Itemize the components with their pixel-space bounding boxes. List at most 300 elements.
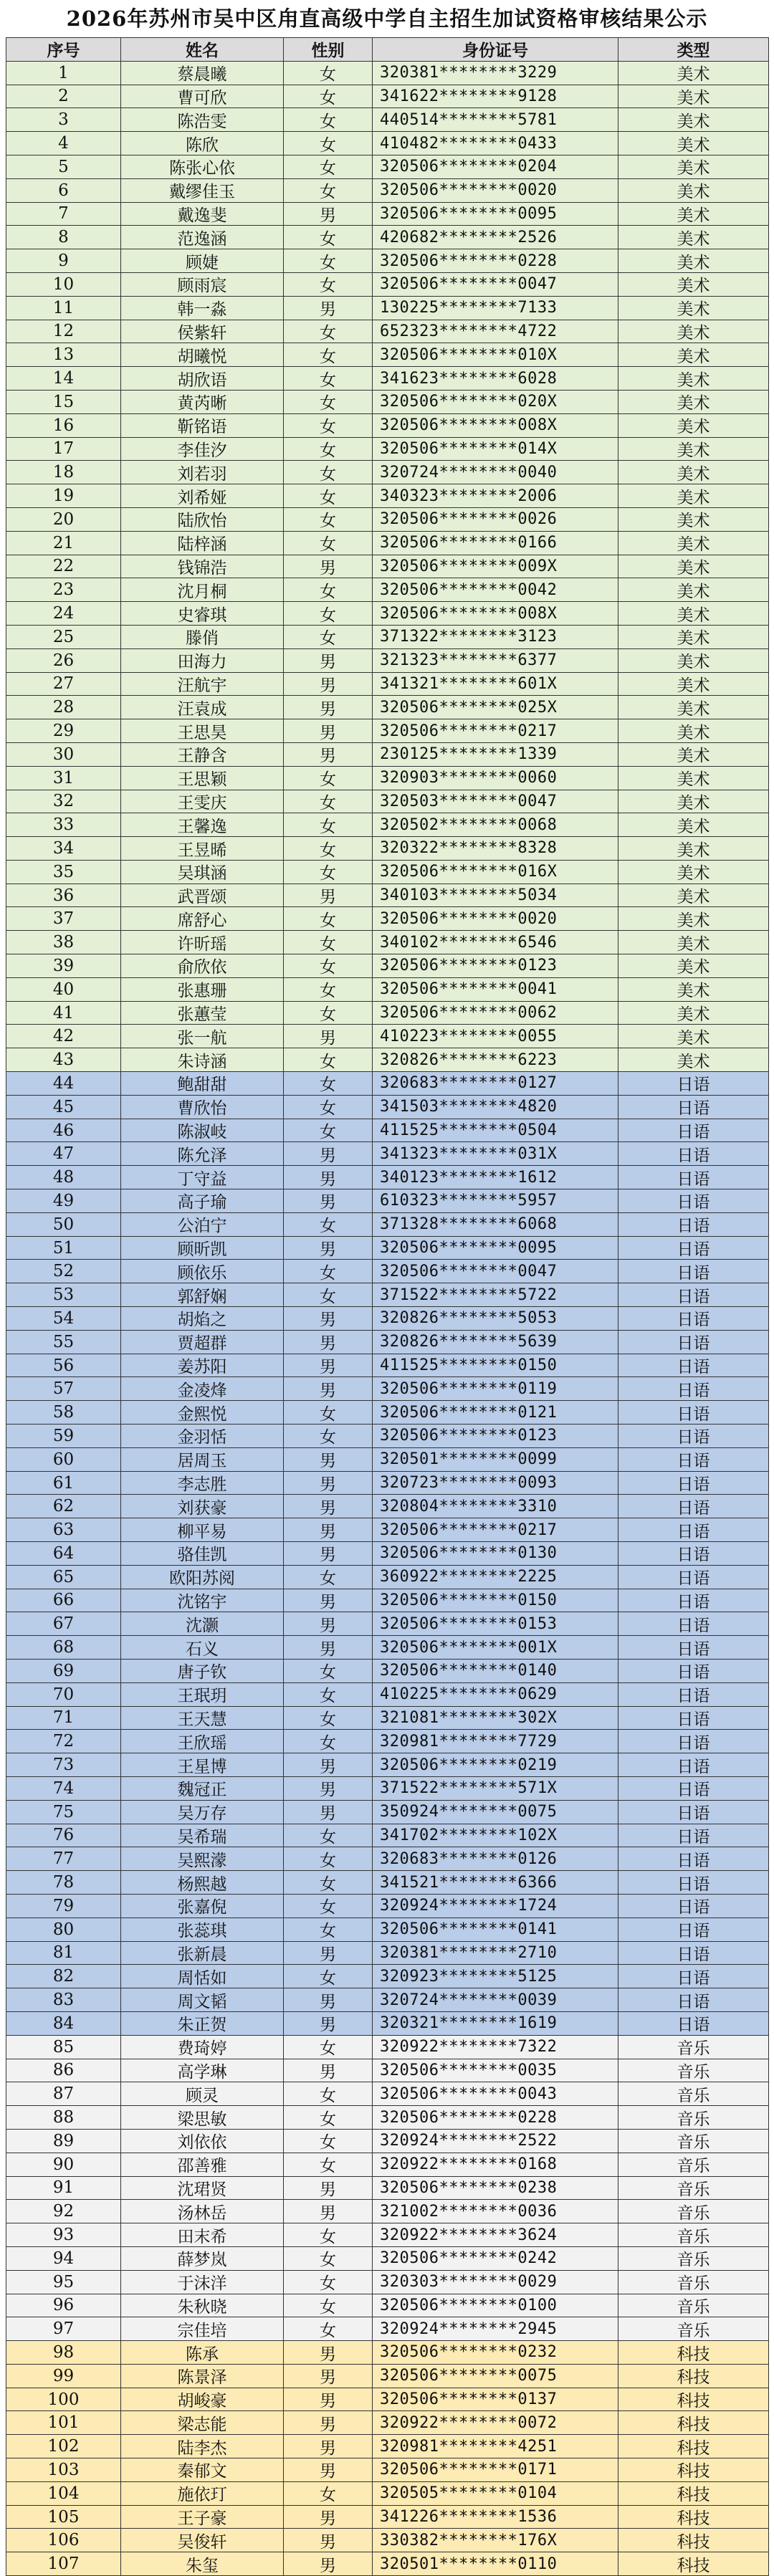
row-gender: 女 <box>284 1707 373 1730</box>
row-name: 韩一淼 <box>121 297 284 320</box>
row-seq: 8 <box>6 226 121 249</box>
row-gender: 女 <box>284 1918 373 1942</box>
row-seq: 102 <box>6 2435 121 2458</box>
row-category: 日语 <box>618 1660 769 1683</box>
table-row <box>6 1707 769 1730</box>
row-gender: 女 <box>284 1425 373 1448</box>
row-name: 陈张心依 <box>121 155 284 179</box>
row-category: 美术 <box>618 719 769 743</box>
row-name: 于沫洋 <box>121 2271 284 2294</box>
table-row <box>6 2177 769 2201</box>
row-seq: 97 <box>6 2317 121 2341</box>
row-id-number: 320502********0068 <box>373 813 618 837</box>
row-seq: 94 <box>6 2247 121 2271</box>
row-id-number: 320506********0041 <box>373 978 618 1002</box>
table-row <box>6 2458 769 2482</box>
row-category: 美术 <box>618 578 769 602</box>
row-id-number: 350924********0075 <box>373 1801 618 1824</box>
row-id-number: 320506********0171 <box>373 2458 618 2482</box>
row-gender: 女 <box>284 461 373 484</box>
row-id-number: 320506********0035 <box>373 2059 618 2083</box>
table-row <box>6 1495 769 1518</box>
table-row <box>6 1448 769 1472</box>
table-body <box>6 62 769 2576</box>
row-gender: 男 <box>284 719 373 743</box>
row-gender: 女 <box>284 320 373 344</box>
row-name: 吴希瑞 <box>121 1824 284 1848</box>
row-name: 张蕊琪 <box>121 1918 284 1942</box>
row-id-number: 320826********5053 <box>373 1307 618 1331</box>
row-category: 美术 <box>618 273 769 297</box>
row-name: 陆梓涵 <box>121 532 284 555</box>
row-seq: 100 <box>6 2388 121 2412</box>
row-id-number: 320506********0043 <box>373 2082 618 2106</box>
row-category: 音乐 <box>618 2271 769 2294</box>
row-name: 王星博 <box>121 1753 284 1777</box>
row-gender: 女 <box>284 2482 373 2506</box>
row-name: 郭舒娴 <box>121 1283 284 1307</box>
row-id-number: 341226********1536 <box>373 2506 618 2529</box>
table-row <box>6 343 769 367</box>
row-seq: 61 <box>6 1472 121 1495</box>
table-row <box>6 2411 769 2435</box>
table-row <box>6 85 769 109</box>
row-seq: 48 <box>6 1166 121 1189</box>
row-category: 科技 <box>618 2506 769 2529</box>
row-name: 欧阳苏阅 <box>121 1566 284 1589</box>
row-seq: 69 <box>6 1660 121 1683</box>
table-row <box>6 2106 769 2130</box>
row-gender: 男 <box>284 1988 373 2012</box>
row-seq: 77 <box>6 1847 121 1871</box>
row-gender: 男 <box>284 1472 373 1495</box>
row-category: 美术 <box>618 954 769 978</box>
table-row <box>6 1002 769 1025</box>
row-gender: 女 <box>284 767 373 790</box>
row-seq: 11 <box>6 297 121 320</box>
row-name: 陈承 <box>121 2341 284 2365</box>
row-name: 金羽恬 <box>121 1425 284 1448</box>
row-seq: 41 <box>6 1002 121 1025</box>
row-category: 美术 <box>618 884 769 908</box>
row-seq: 15 <box>6 391 121 414</box>
row-name: 贾超群 <box>121 1331 284 1354</box>
row-gender: 女 <box>284 1871 373 1895</box>
row-category: 美术 <box>618 85 769 109</box>
table-row <box>6 1847 769 1871</box>
table-row <box>6 2317 769 2341</box>
table-row <box>6 1777 769 1801</box>
table-row <box>6 673 769 696</box>
row-gender: 男 <box>284 2059 373 2083</box>
row-gender: 女 <box>284 108 373 132</box>
row-gender: 女 <box>284 1096 373 1119</box>
row-id-number: 341623********6028 <box>373 367 618 391</box>
table-row <box>6 461 769 484</box>
row-seq: 6 <box>6 179 121 203</box>
row-seq: 88 <box>6 2106 121 2130</box>
row-gender: 女 <box>284 438 373 461</box>
row-name: 汪航宇 <box>121 673 284 696</box>
row-gender: 男 <box>284 1025 373 1048</box>
row-name: 杨熙越 <box>121 1871 284 1895</box>
row-seq: 91 <box>6 2177 121 2201</box>
row-name: 顾昕凯 <box>121 1237 284 1260</box>
row-id-number: 320922********3624 <box>373 2223 618 2247</box>
row-id-number: 321002********0036 <box>373 2200 618 2223</box>
row-id-number: 320506********0228 <box>373 2106 618 2130</box>
row-id-number: 341321********601X <box>373 673 618 696</box>
table-row <box>6 1472 769 1495</box>
row-gender: 女 <box>284 532 373 555</box>
row-category: 美术 <box>618 132 769 155</box>
row-seq: 50 <box>6 1213 121 1237</box>
table-row <box>6 2294 769 2318</box>
row-seq: 90 <box>6 2153 121 2177</box>
row-seq: 37 <box>6 907 121 931</box>
row-seq: 19 <box>6 484 121 508</box>
table-row <box>6 1589 769 1613</box>
row-gender: 女 <box>284 1566 373 1589</box>
table-row <box>6 719 769 743</box>
row-seq: 39 <box>6 954 121 978</box>
row-name: 陈景泽 <box>121 2365 284 2388</box>
row-category: 美术 <box>618 978 769 1002</box>
row-id-number: 320506********0204 <box>373 155 618 179</box>
row-seq: 32 <box>6 790 121 814</box>
row-category: 美术 <box>618 484 769 508</box>
row-gender: 男 <box>284 743 373 767</box>
row-id-number: 340323********2006 <box>373 484 618 508</box>
row-category: 日语 <box>618 1189 769 1213</box>
row-seq: 103 <box>6 2458 121 2482</box>
row-gender: 女 <box>284 62 373 85</box>
row-seq: 55 <box>6 1331 121 1354</box>
row-category: 科技 <box>618 2341 769 2365</box>
row-seq: 104 <box>6 2482 121 2506</box>
row-id-number: 320506********016X <box>373 861 618 884</box>
row-gender: 男 <box>284 1612 373 1636</box>
row-gender: 女 <box>284 2153 373 2177</box>
row-name: 沈灏 <box>121 1612 284 1636</box>
row-id-number: 320506********008X <box>373 414 618 438</box>
row-id-number: 320506********0062 <box>373 1002 618 1025</box>
table-header-row <box>6 38 769 62</box>
row-id-number: 371522********571X <box>373 1777 618 1801</box>
row-name: 高子瑜 <box>121 1189 284 1213</box>
table-row <box>6 2223 769 2247</box>
row-seq: 78 <box>6 1871 121 1895</box>
row-name: 陆李杰 <box>121 2435 284 2458</box>
table-row <box>6 861 769 884</box>
row-id-number: 320506********008X <box>373 602 618 626</box>
row-category: 美术 <box>618 179 769 203</box>
row-category: 美术 <box>618 743 769 767</box>
row-seq: 66 <box>6 1589 121 1613</box>
row-name: 朱正贺 <box>121 2012 284 2036</box>
table-row <box>6 555 769 579</box>
row-category: 日语 <box>618 1612 769 1636</box>
row-gender: 女 <box>284 1683 373 1707</box>
table-row <box>6 2247 769 2271</box>
row-seq: 23 <box>6 578 121 602</box>
table-row <box>6 578 769 602</box>
row-gender: 女 <box>284 273 373 297</box>
row-category: 美术 <box>618 297 769 320</box>
row-category: 美术 <box>618 108 769 132</box>
row-gender: 女 <box>284 1401 373 1425</box>
row-category: 美术 <box>618 226 769 249</box>
row-gender: 男 <box>284 1753 373 1777</box>
row-seq: 49 <box>6 1189 121 1213</box>
row-name: 王欣瑶 <box>121 1730 284 1753</box>
row-gender: 男 <box>284 1237 373 1260</box>
row-category: 日语 <box>618 1636 769 1660</box>
row-gender: 男 <box>284 2552 373 2576</box>
row-gender: 女 <box>284 813 373 837</box>
row-category: 日语 <box>618 1707 769 1730</box>
table-row <box>6 249 769 273</box>
row-id-number: 610323********5957 <box>373 1189 618 1213</box>
row-name: 柳平易 <box>121 1518 284 1542</box>
row-seq: 25 <box>6 626 121 649</box>
row-name: 张蕙莹 <box>121 1002 284 1025</box>
row-category: 美术 <box>618 813 769 837</box>
row-category: 美术 <box>618 508 769 532</box>
row-id-number: 320922********7322 <box>373 2036 618 2059</box>
table-row <box>6 2082 769 2106</box>
table-row <box>6 1425 769 1448</box>
row-seq: 53 <box>6 1283 121 1307</box>
row-seq: 24 <box>6 602 121 626</box>
row-gender: 男 <box>284 884 373 908</box>
row-gender: 男 <box>284 1777 373 1801</box>
row-gender: 女 <box>284 1283 373 1307</box>
row-name: 李志胜 <box>121 1472 284 1495</box>
table-row <box>6 1142 769 1166</box>
row-category: 美术 <box>618 1048 769 1072</box>
row-category: 科技 <box>618 2365 769 2388</box>
table-row <box>6 1048 769 1072</box>
table-row <box>6 532 769 555</box>
table-row <box>6 297 769 320</box>
row-id-number: 330382********176X <box>373 2529 618 2552</box>
row-name: 胡焰之 <box>121 1307 284 1331</box>
row-category: 美术 <box>618 673 769 696</box>
row-gender: 女 <box>284 2271 373 2294</box>
row-name: 顾雨宸 <box>121 273 284 297</box>
table-row <box>6 696 769 719</box>
row-gender: 男 <box>284 1942 373 1965</box>
row-name: 张嘉倪 <box>121 1895 284 1918</box>
row-name: 俞欣依 <box>121 954 284 978</box>
table-row <box>6 179 769 203</box>
row-category: 音乐 <box>618 2106 769 2130</box>
table-row <box>6 1518 769 1542</box>
row-category: 美术 <box>618 203 769 226</box>
table-row <box>6 1918 769 1942</box>
row-name: 王珉玥 <box>121 1683 284 1707</box>
row-gender: 男 <box>284 1166 373 1189</box>
row-id-number: 320506********0123 <box>373 954 618 978</box>
row-category: 音乐 <box>618 2317 769 2341</box>
row-name: 刘希娅 <box>121 484 284 508</box>
table-row <box>6 1072 769 1096</box>
row-id-number: 371522********5722 <box>373 1283 618 1307</box>
table-row <box>6 484 769 508</box>
row-seq: 5 <box>6 155 121 179</box>
row-category: 科技 <box>618 2458 769 2482</box>
row-name: 公泊宁 <box>121 1213 284 1237</box>
row-category: 美术 <box>618 861 769 884</box>
row-id-number: 320683********0126 <box>373 1847 618 1871</box>
table-row <box>6 884 769 908</box>
row-seq: 105 <box>6 2506 121 2529</box>
row-name: 邵善雅 <box>121 2153 284 2177</box>
table-row <box>6 2200 769 2223</box>
row-name: 汪袁成 <box>121 696 284 719</box>
table-row <box>6 273 769 297</box>
row-gender: 女 <box>284 2223 373 2247</box>
row-name: 唐子钦 <box>121 1660 284 1683</box>
row-id-number: 320506********014X <box>373 438 618 461</box>
row-gender: 女 <box>284 2106 373 2130</box>
row-id-number: 320922********0072 <box>373 2411 618 2435</box>
row-category: 日语 <box>618 1824 769 1848</box>
row-category: 音乐 <box>618 2153 769 2177</box>
row-name: 钱锦浩 <box>121 555 284 579</box>
row-seq: 27 <box>6 673 121 696</box>
row-name: 张新晨 <box>121 1942 284 1965</box>
row-category: 日语 <box>618 1283 769 1307</box>
table-row <box>6 1401 769 1425</box>
row-gender: 男 <box>284 649 373 673</box>
row-category: 科技 <box>618 2529 769 2552</box>
table-row <box>6 2036 769 2059</box>
row-gender: 女 <box>284 1213 373 1237</box>
row-name: 戴逸斐 <box>121 203 284 226</box>
row-id-number: 320981********4251 <box>373 2435 618 2458</box>
table-row <box>6 203 769 226</box>
row-name: 黄芮晰 <box>121 391 284 414</box>
row-seq: 64 <box>6 1542 121 1566</box>
row-gender: 女 <box>284 861 373 884</box>
row-seq: 10 <box>6 273 121 297</box>
row-category: 日语 <box>618 1260 769 1283</box>
row-gender: 男 <box>284 297 373 320</box>
row-name: 陈欣 <box>121 132 284 155</box>
row-seq: 71 <box>6 1707 121 1730</box>
row-name: 高学琳 <box>121 2059 284 2083</box>
row-name: 吴俊轩 <box>121 2529 284 2552</box>
row-seq: 38 <box>6 931 121 954</box>
row-gender: 男 <box>284 696 373 719</box>
row-category: 音乐 <box>618 2130 769 2153</box>
row-category: 日语 <box>618 1988 769 2012</box>
row-gender: 男 <box>284 1331 373 1354</box>
row-category: 日语 <box>618 1142 769 1166</box>
row-name: 吴万存 <box>121 1801 284 1824</box>
table-row <box>6 1377 769 1401</box>
row-id-number: 320922********0168 <box>373 2153 618 2177</box>
row-seq: 84 <box>6 2012 121 2036</box>
row-name: 胡曦悦 <box>121 343 284 367</box>
row-seq: 4 <box>6 132 121 155</box>
row-gender: 女 <box>284 790 373 814</box>
row-name: 王思颖 <box>121 767 284 790</box>
row-category: 日语 <box>618 1072 769 1096</box>
row-category: 美术 <box>618 931 769 954</box>
row-seq: 16 <box>6 414 121 438</box>
row-seq: 101 <box>6 2411 121 2435</box>
row-id-number: 320506********0047 <box>373 1260 618 1283</box>
row-id-number: 320506********0141 <box>373 1918 618 1942</box>
row-seq: 82 <box>6 1965 121 1988</box>
row-seq: 67 <box>6 1612 121 1636</box>
page-title: 2026年苏州市吴中区甪直高级中学自主招生加试资格审核结果公示 <box>66 6 708 31</box>
row-id-number: 320501********0110 <box>373 2552 618 2576</box>
row-name: 王静含 <box>121 743 284 767</box>
row-name: 朱秋晓 <box>121 2294 284 2318</box>
row-name: 梁志能 <box>121 2411 284 2435</box>
row-seq: 74 <box>6 1777 121 1801</box>
row-name: 沈铭宇 <box>121 1589 284 1613</box>
row-id-number: 320723********0093 <box>373 1472 618 1495</box>
table-row <box>6 438 769 461</box>
row-seq: 65 <box>6 1566 121 1589</box>
row-category: 音乐 <box>618 2059 769 2083</box>
row-id-number: 320923********5125 <box>373 1965 618 1988</box>
row-seq: 107 <box>6 2552 121 2576</box>
row-id-number: 320506********0075 <box>373 2365 618 2388</box>
row-id-number: 320506********0150 <box>373 1589 618 1613</box>
row-id-number: 371322********3123 <box>373 626 618 649</box>
row-seq: 1 <box>6 62 121 85</box>
row-seq: 45 <box>6 1096 121 1119</box>
row-seq: 63 <box>6 1518 121 1542</box>
row-id-number: 320924********2945 <box>373 2317 618 2341</box>
row-name: 刘获豪 <box>121 1495 284 1518</box>
row-gender: 男 <box>284 2012 373 2036</box>
row-category: 音乐 <box>618 2200 769 2223</box>
row-id-number: 320506********025X <box>373 696 618 719</box>
row-category: 美术 <box>618 790 769 814</box>
row-seq: 29 <box>6 719 121 743</box>
row-name: 戴缪佳玉 <box>121 179 284 203</box>
row-category: 美术 <box>618 155 769 179</box>
row-id-number: 320506********0153 <box>373 1612 618 1636</box>
table-row <box>6 1213 769 1237</box>
row-name: 王馨逸 <box>121 813 284 837</box>
row-category: 日语 <box>618 1495 769 1518</box>
table-row <box>6 2552 769 2576</box>
row-id-number: 320981********7729 <box>373 1730 618 1753</box>
row-category: 日语 <box>618 1777 769 1801</box>
row-category: 美术 <box>618 414 769 438</box>
row-seq: 96 <box>6 2294 121 2318</box>
row-category: 美术 <box>618 343 769 367</box>
row-gender: 男 <box>284 1518 373 1542</box>
row-seq: 54 <box>6 1307 121 1331</box>
row-name: 史睿琪 <box>121 602 284 626</box>
table-row <box>6 954 769 978</box>
table-row <box>6 1331 769 1354</box>
table-row <box>6 367 769 391</box>
row-gender: 女 <box>284 1660 373 1683</box>
row-category: 日语 <box>618 1307 769 1331</box>
row-seq: 73 <box>6 1753 121 1777</box>
row-category: 科技 <box>618 2552 769 2576</box>
